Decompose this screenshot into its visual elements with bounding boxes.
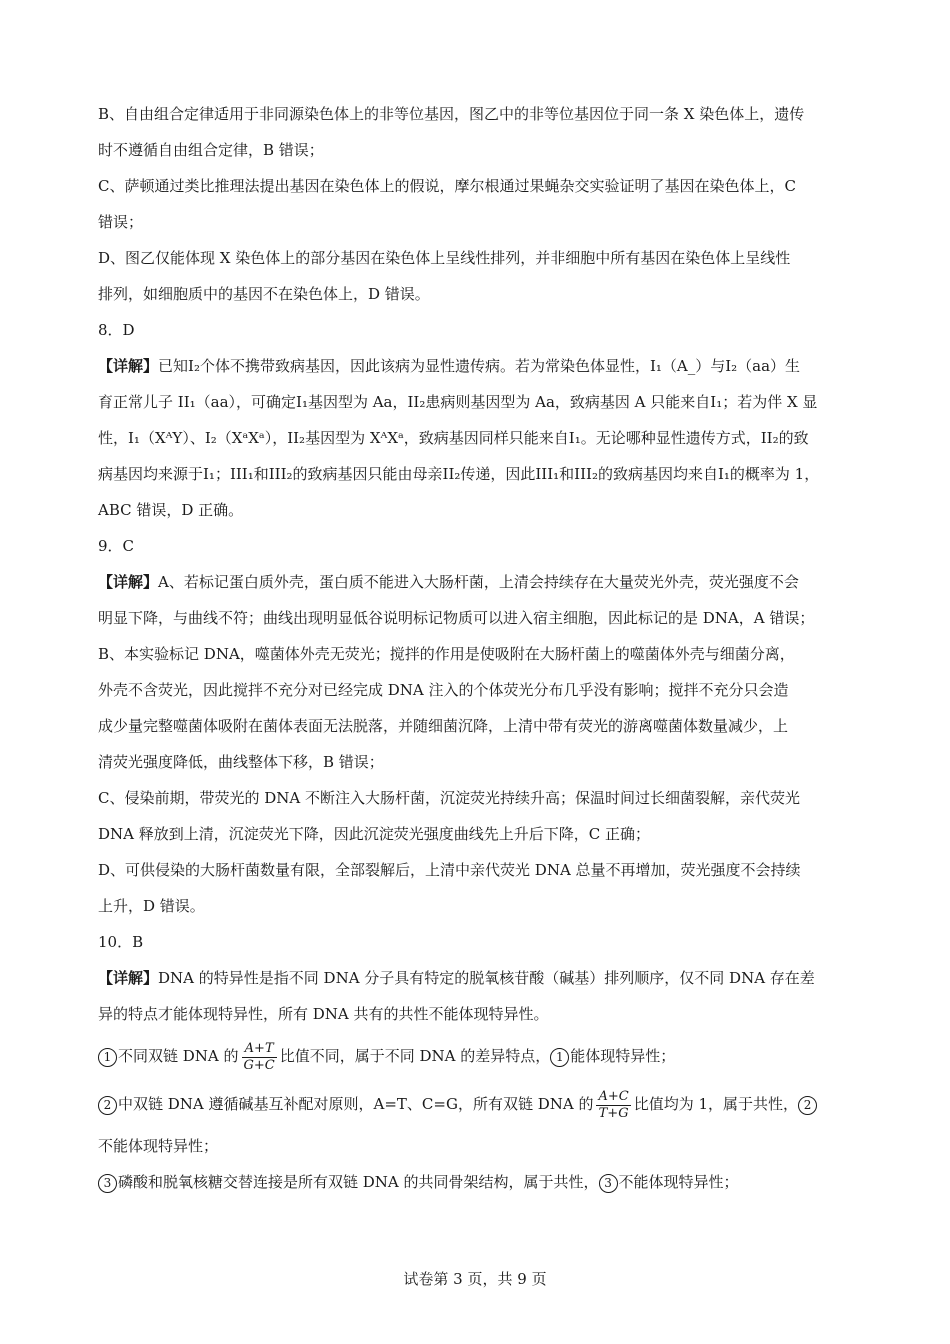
- text-line: C、侵染前期，带荧光的 DNA 不断注入大肠杆菌，沉淀荧光持续升高；保温时间过长细菌裂解，亲代荧光: [98, 789, 801, 807]
- text-span: 中双链 DNA 遵循碱基互补配对原则，A=T、C=G，所有双链 DNA 的: [118, 1095, 594, 1113]
- fraction-denominator: T+G: [598, 1105, 629, 1121]
- text-span: A、若标记蛋白质外壳，蛋白质不能进入大肠杆菌，上清会持续存在大量荧光外壳，荧光强度不会: [158, 573, 799, 591]
- circled-number: 1: [550, 1048, 569, 1067]
- text-line: C、萨顿通过类比推理法提出基因在染色体上的假说，摩尔根通过果蝇杂交实验证明了基因在染色体上，C: [98, 177, 796, 195]
- page-footer: 试卷第 3 页，共 9 页: [403, 1270, 547, 1288]
- text-line: 错误；: [98, 213, 144, 231]
- page-content: [98, 96, 868, 1200]
- text-line: 病基因均来源于I₁；III₁和III₂的致病基因只能由母亲II₂传递，因此III₁和III₂的致病基因均来自I₁的概率为 1，: [98, 465, 820, 483]
- detail-tag: 【详解】: [98, 573, 159, 591]
- fraction: [596, 1089, 630, 1122]
- fraction-denominator: G+C: [243, 1057, 275, 1073]
- text-line: 外壳不含荧光，因此搅拌不充分对已经完成 DNA 注入的个体荧光分布几乎没有影响；搅拌不充分只会造: [98, 681, 789, 699]
- text-line: 明显下降，与曲线不符；曲线出现明显低谷说明标记物质可以进入宿主细胞，因此标记的是 DNA，A 错误；: [98, 609, 815, 627]
- item-2: [98, 1080, 868, 1128]
- circled-number: 1: [98, 1048, 117, 1067]
- text-span: 不同双链 DNA 的: [118, 1047, 239, 1065]
- text-line: 排列，如细胞质中的基因不在染色体上，D 错误。: [98, 285, 430, 303]
- text-line: 育正常儿子 II₁（aa），可确定I₁基因型为 Aa，II₂患病则基因型为 Aa，致病基因 A 只能来自I₁；若为伴 X 显: [98, 393, 818, 411]
- text-line: 异的特点才能体现特异性，所有 DNA 共有的共性不能体现特异性。: [98, 1005, 549, 1023]
- question-number-9: 9．C: [98, 537, 135, 555]
- text-line: B、自由组合定律适用于非同源染色体上的非等位基因，图乙中的非等位基因位于同一条 X 染色体上，遗传: [98, 105, 805, 123]
- text-line: [98, 348, 868, 384]
- text-span: 已知I₂个体不携带致病基因，因此该病为显性遗传病。若为常染色体显性，I₁（A_）与I₂（aa）生: [158, 357, 801, 375]
- text-line: DNA 释放到上清，沉淀荧光下降，因此沉淀荧光强度曲线先上升后下降，C 正确；: [98, 825, 651, 843]
- text-span: 磷酸和脱氧核糖交替连接是所有双链 DNA 的共同骨架结构，属于共性，: [118, 1173, 599, 1191]
- text-line: 时不遵循自由组合定律，B 错误；: [98, 141, 324, 159]
- text-span: 能体现特异性；: [570, 1047, 676, 1065]
- text-line: 上升，D 错误。: [98, 897, 205, 915]
- text-span: DNA 的特异性是指不同 DNA 分子具有特定的脱氧核苷酸（碱基）排列顺序，仅不同 DNA 存在差: [158, 969, 815, 987]
- circled-number: 2: [798, 1096, 817, 1115]
- text-span: 比值不同，属于不同 DNA 的差异特点，: [279, 1047, 551, 1065]
- fraction-numerator: A+C: [598, 1088, 629, 1104]
- circled-number: 3: [98, 1174, 117, 1193]
- text-line: ABC 错误，D 正确。: [98, 501, 244, 519]
- question-number-10: 10．B: [98, 933, 144, 951]
- item-3: [98, 1164, 868, 1200]
- detail-tag: 【详解】: [98, 357, 159, 375]
- fraction-numerator: A+T: [242, 1041, 277, 1058]
- text-line: 性，I₁（XᴬY）、I₂（XᵃXᵃ），II₂基因型为 XᴬXᵃ，致病基因同样只能来自I₁。无论哪种显性遗传方式，II₂的致: [98, 429, 809, 447]
- circled-number: 2: [98, 1096, 117, 1115]
- text-span: 不能体现特异性；: [618, 1173, 739, 1191]
- detail-tag: 【详解】: [98, 969, 159, 987]
- text-span: 比值均为 1，属于共性，: [633, 1095, 799, 1113]
- question-number-8: 8．D: [98, 321, 135, 339]
- text-line: D、图乙仅能体现 X 染色体上的部分基因在染色体上呈线性排列，并非细胞中所有基因在染色体上呈线性: [98, 249, 791, 267]
- text-line: [98, 564, 868, 600]
- fraction: [242, 1041, 277, 1074]
- text-line: D、可供侵染的大肠杆菌数量有限，全部裂解后，上清中亲代荧光 DNA 总量不再增加，荧光强度不会持续: [98, 861, 801, 879]
- circled-number: 3: [599, 1174, 618, 1193]
- text-line: 不能体现特异性；: [98, 1137, 219, 1155]
- item-1: [98, 1032, 868, 1080]
- text-line: B、本实验标记 DNA，噬菌体外壳无荧光；搅拌的作用是使吸附在大肠杆菌上的噬菌体外壳与细菌分离，: [98, 645, 795, 663]
- text-line: 成少量完整噬菌体吸附在菌体表面无法脱落，并随细菌沉降，上清中带有荧光的游离噬菌体数量减少，上: [98, 717, 789, 735]
- text-line: 清荧光强度降低，曲线整体下移，B 错误；: [98, 753, 384, 771]
- text-line: [98, 960, 868, 996]
